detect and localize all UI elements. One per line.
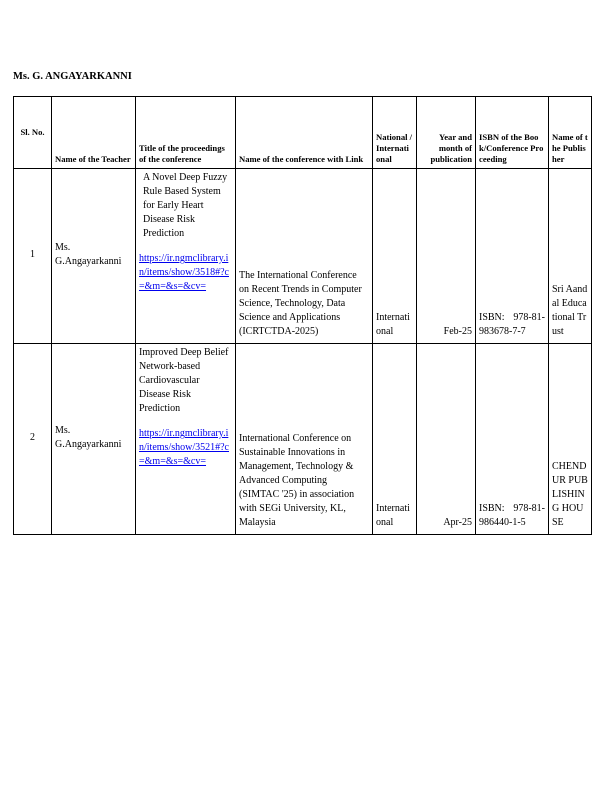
header-year-month: Year and month of publication <box>417 97 476 169</box>
cell-publisher: Sri Aandal Educational Trust <box>549 169 592 344</box>
header-conference: Name of the conference with Link <box>236 97 373 169</box>
title-text: A Novel Deep Fuzzy Rule Based System for Early Heart Disease Risk Prediction <box>143 172 228 239</box>
conference-link[interactable]: https://ir.ngmclibrary.in/items/show/3521#?c=&m=&s=&cv= <box>139 428 229 467</box>
publications-table <box>13 96 592 535</box>
cell-isbn: ISBN: 978-81-983678-7-7 <box>476 169 549 344</box>
cell-conference: The International Conference on Recent Trends in Computer Science, Technology, Data Science and Applications (ICRTCTDA-2025) <box>236 169 373 344</box>
cell-year-month: Apr-25 <box>417 344 476 535</box>
header-scope: National / International <box>373 97 417 169</box>
header-teacher: Name of the Teacher <box>52 97 136 169</box>
cell-year-month: Feb-25 <box>417 169 476 344</box>
header-sl-no: Sl. No. <box>14 97 52 169</box>
cell-isbn: ISBN: 978-81-986440-1-5 <box>476 344 549 535</box>
cell-title <box>136 169 236 344</box>
cell-sl-no: 1 <box>14 169 52 344</box>
cell-scope: International <box>373 169 417 344</box>
cell-conference: International Conference on Sustainable Innovations in Management, Technology & Advanced Computing (SIMTAC '25) in association with SEGi University, KL, Malaysia <box>236 344 373 535</box>
page-title: Ms. G. ANGAYARKANNI <box>13 71 132 82</box>
header-isbn: ISBN of the Book/Conference Proceeding <box>476 97 549 169</box>
cell-scope: International <box>373 344 417 535</box>
conference-link[interactable]: https://ir.ngmclibrary.in/items/show/3518#?c=&m=&s=&cv= <box>139 253 229 292</box>
cell-publisher: CHENDUR PUBLISHING HOUSE <box>549 344 592 535</box>
table-header-row <box>14 97 592 169</box>
header-title: Title of the proceedings of the conference <box>136 97 236 169</box>
title-text: Improved Deep Belief Network-based Cardiovascular Disease Risk Prediction <box>139 347 229 414</box>
cell-teacher: Ms. G.Angayarkanni <box>52 169 136 344</box>
table-row <box>14 169 592 344</box>
header-publisher: Name of the Publisher <box>549 97 592 169</box>
cell-sl-no: 2 <box>14 344 52 535</box>
cell-title <box>136 344 236 535</box>
cell-teacher: Ms. G.Angayarkanni <box>52 344 136 535</box>
table-row <box>14 344 592 535</box>
